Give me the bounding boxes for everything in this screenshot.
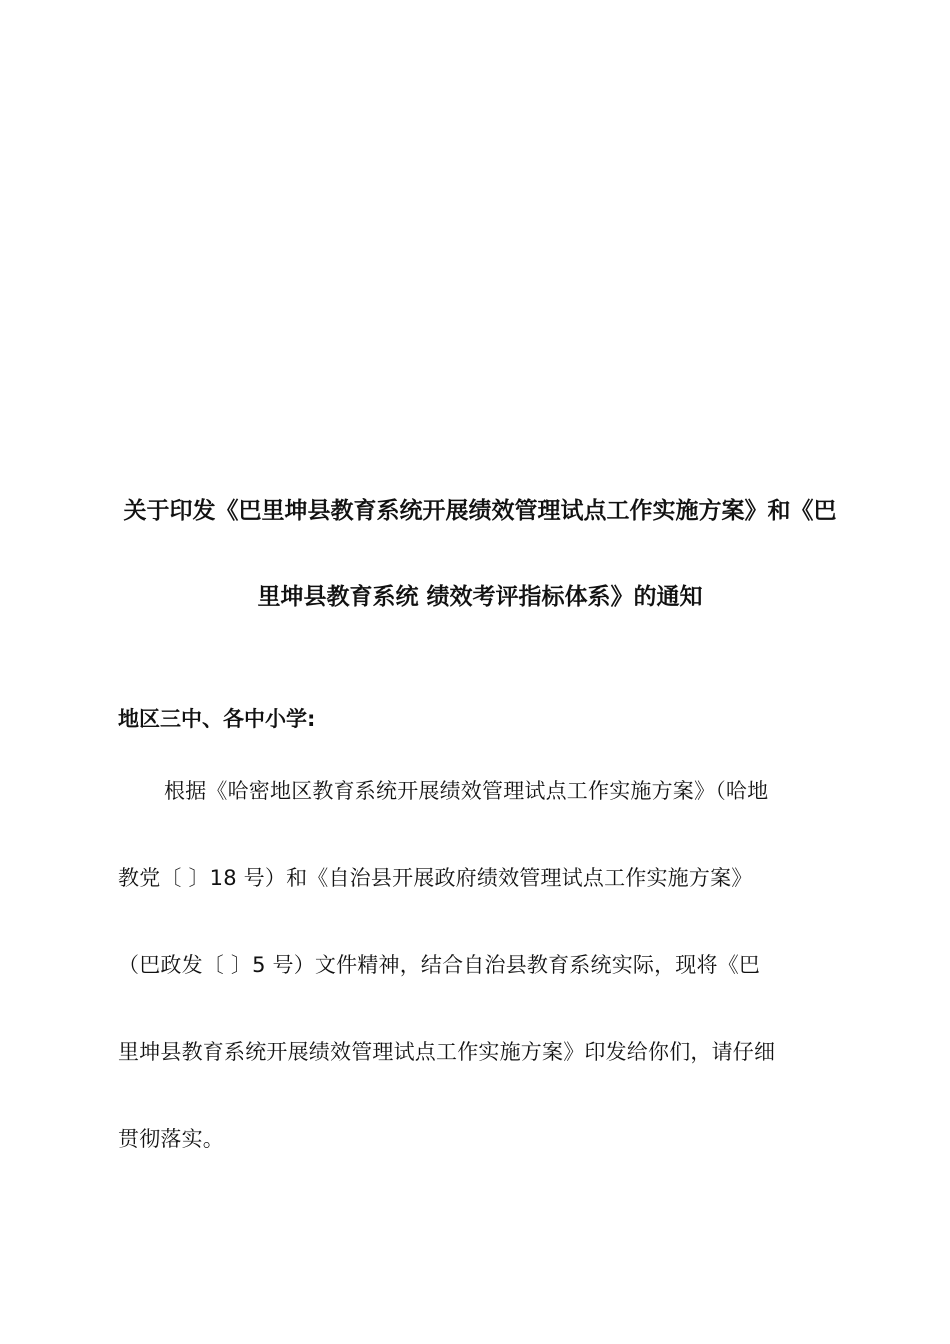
- document-title-line-1: 关于印发《巴里坤县教育系统开展绩效管理试点工作实施方案》和《巴: [123, 498, 837, 524]
- body-line-2: 教党〔 〕18 号）和《自治县开展政府绩效管理试点工作实施方案》: [118, 866, 753, 890]
- body-line-1: 根据《哈密地区教育系统开展绩效管理试点工作实施方案》（哈地: [164, 779, 769, 803]
- body-line-5: 贯彻落实。: [118, 1127, 224, 1151]
- body-line-4: 里坤县教育系统开展绩效管理试点工作实施方案》印发给你们，请仔细: [118, 1040, 776, 1064]
- body-line-3: （巴政发〔 〕5 号）文件精神，结合自治县教育系统实际，现将《巴: [118, 953, 761, 977]
- document-title-line-2: 里坤县教育系统 绩效考评指标体系》的通知: [257, 584, 703, 610]
- salutation: 地区三中、各中小学:: [118, 707, 316, 731]
